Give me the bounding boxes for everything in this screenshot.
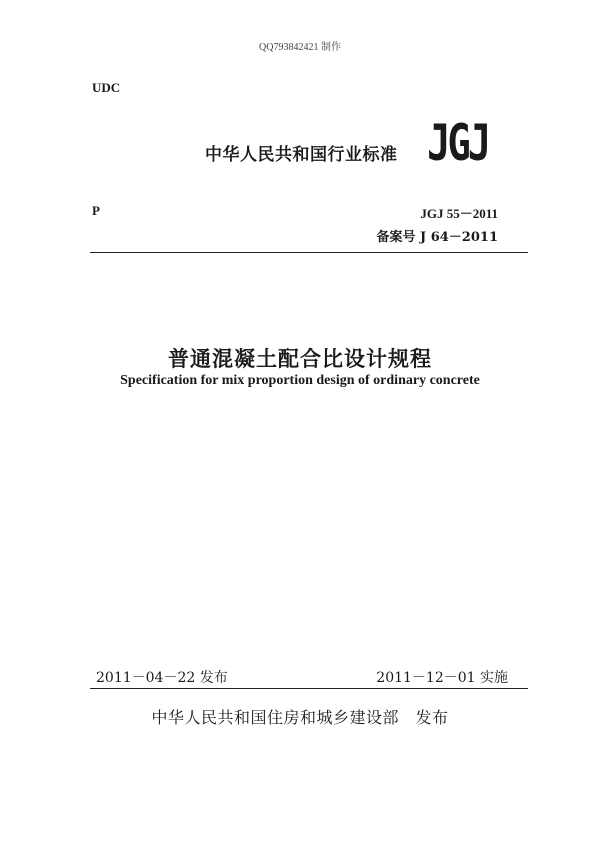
document-title-english: Specification for mix proportion design of ordinary concrete: [120, 373, 480, 388]
classification-code: P: [92, 203, 100, 218]
footer-divider: [90, 688, 528, 689]
issue-date: 2011－04－22 发布: [96, 670, 228, 686]
record-number: 备案号 J 64－2011: [376, 230, 498, 245]
implementation-date: 2011－12－01 实施: [376, 670, 508, 686]
standard-number: JGJ 55－2011: [420, 206, 498, 221]
issuing-authority: 中华人民共和国住房和城乡建设部 发布: [151, 708, 449, 727]
udc-label: UDC: [92, 80, 121, 95]
standard-type-heading: 中华人民共和国行业标准: [205, 145, 398, 165]
watermark-text: QQ793842421 制作: [259, 42, 341, 53]
header-divider: [90, 252, 528, 253]
jgj-logo: JGJ: [427, 114, 489, 172]
document-title-chinese: 普通混凝土配合比设计规程: [168, 347, 432, 371]
